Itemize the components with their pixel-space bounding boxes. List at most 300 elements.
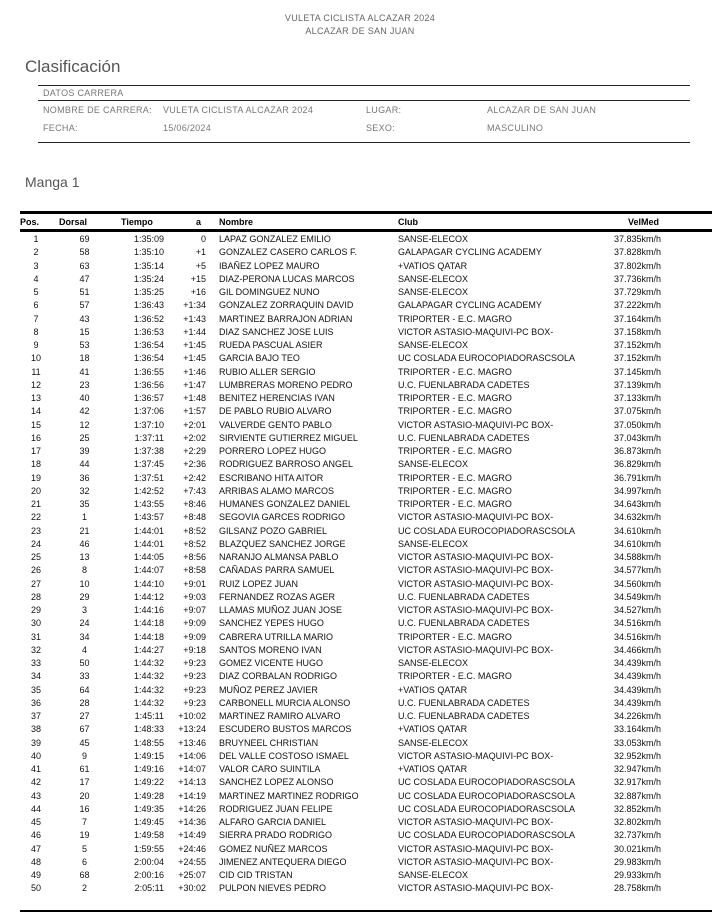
cell-dorsal: 15: [79, 326, 90, 337]
cell-velmed: 34.577km/h: [614, 565, 662, 576]
sexo-label: SEXO:: [366, 123, 396, 133]
cell-pos: 10: [30, 353, 41, 364]
sexo-value: MASCULINO: [487, 123, 544, 133]
cell-velmed: 37.164km/h: [614, 313, 662, 324]
cell-gap: +1: [195, 247, 206, 258]
cell-tiempo: 1:37:45: [133, 459, 164, 470]
table-row: [20, 790, 712, 803]
cell-tiempo: 2:00:04: [133, 856, 164, 867]
header-pos: Pos.: [20, 217, 40, 227]
cell-pos: 36: [30, 697, 41, 708]
fecha-value: 15/06/2024: [163, 123, 212, 133]
cell-tiempo: 1:37:06: [133, 406, 164, 417]
cell-pos: 1: [33, 234, 39, 244]
cell-tiempo: 2:05:11: [134, 883, 164, 894]
table-row: [20, 445, 712, 458]
cell-gap: +14:49: [178, 830, 206, 841]
cell-club: UC COSLADA EUROCOPIADORASCSOLA: [398, 525, 576, 536]
cell-velmed: 36.829km/h: [614, 459, 662, 470]
table-row: [20, 472, 712, 485]
cell-dorsal: 6: [81, 856, 87, 867]
cell-club: TRIPORTER - E.C. MAGRO: [398, 446, 512, 456]
cell-pos: 30: [30, 618, 41, 629]
table-row: [20, 485, 712, 498]
cell-velmed: 37.729km/h: [614, 287, 662, 297]
table-row: [20, 856, 712, 869]
cell-club: UC COSLADA EUROCOPIADORASCSOLA: [398, 803, 576, 814]
cell-tiempo: 1:44:16: [133, 605, 164, 615]
cell-tiempo: 1:44:01: [133, 525, 164, 536]
cell-pos: 9: [33, 340, 39, 350]
table-row: [20, 286, 712, 299]
cell-pos: 49: [30, 870, 41, 880]
cell-velmed: 34.466km/h: [614, 644, 662, 655]
cell-velmed: 28.758km/h: [614, 883, 662, 894]
cell-pos: 35: [30, 684, 41, 695]
cell-club: GALAPAGAR CYCLING ACADEMY: [398, 247, 542, 258]
cell-tiempo: 1:35:14: [133, 260, 164, 271]
cell-tiempo: 1:49:16: [133, 764, 164, 774]
section-title: Clasificación: [25, 57, 121, 76]
fecha-label: FECHA:: [43, 123, 78, 133]
cell-nombre: LUMBRERAS MORENO PEDRO: [219, 379, 353, 390]
cell-gap: +16: [190, 287, 206, 297]
cell-tiempo: 1:35:24: [133, 273, 164, 284]
cell-tiempo: 1:37:11: [134, 432, 164, 443]
cell-club: VICTOR ASTASIO-MAQUIVI-PC BOX-: [398, 605, 554, 615]
cell-nombre: MUÑOZ PEREZ JAVIER: [219, 684, 318, 695]
cell-velmed: 34.226km/h: [614, 711, 662, 721]
cell-pos: 20: [30, 485, 41, 496]
cell-gap: +2:02: [183, 432, 206, 443]
cell-club: +VATIOS QATAR: [398, 684, 468, 695]
cell-nombre: DIAZ SANCHEZ JOSE LUIS: [219, 326, 334, 337]
cell-nombre: RUIZ LOPEZ JUAN: [219, 578, 299, 589]
table-header-bar: [20, 229, 712, 232]
table-row: [20, 564, 712, 577]
cell-velmed: 37.152km/h: [614, 353, 662, 364]
cell-tiempo: 1:36:57: [133, 393, 164, 403]
table-row: [20, 869, 712, 882]
cell-pos: 15: [30, 419, 41, 430]
cell-nombre: CID CID TRISTAN: [219, 870, 293, 880]
cell-nombre: ESCUDERO BUSTOS MARCOS: [219, 724, 352, 735]
table-row: [20, 776, 712, 789]
cell-velmed: 29.983km/h: [614, 856, 662, 867]
cell-gap: +1:47: [183, 379, 206, 390]
cell-club: VICTOR ASTASIO-MAQUIVI-PC BOX-: [398, 856, 554, 867]
cell-gap: +1:44: [183, 326, 206, 337]
nombre-label: NOMBRE DE CARRERA:: [43, 105, 152, 115]
cell-velmed: 34.439km/h: [614, 671, 662, 682]
cell-pos: 32: [30, 644, 41, 655]
cell-nombre: RUBIO ALLER SERGIO: [219, 366, 316, 377]
cell-nombre: SIRVIENTE GUTIERREZ MIGUEL: [219, 432, 358, 443]
cell-nombre: BRUYNEEL CHRISTIAN: [219, 737, 319, 748]
cell-club: UC COSLADA EUROCOPIADORASCSOLA: [398, 777, 576, 788]
cell-pos: 40: [30, 750, 41, 761]
cell-gap: +14:13: [178, 777, 206, 788]
cell-nombre: ARRIBAS ALAMO MARCOS: [219, 485, 335, 496]
cell-gap: +9:09: [183, 618, 206, 629]
cell-pos: 29: [30, 605, 41, 615]
header-gap: a: [196, 217, 202, 227]
cell-gap: +24:46: [178, 843, 206, 854]
cell-pos: 24: [30, 538, 41, 549]
cell-pos: 33: [30, 658, 41, 668]
table-row: [20, 299, 712, 312]
cell-dorsal: 68: [79, 870, 90, 880]
cell-nombre: LAPAZ GONZALEZ EMILIO: [219, 234, 331, 244]
cell-gap: +13:24: [178, 724, 206, 735]
table-row: [20, 684, 712, 697]
report-title: VULETA CICLISTA ALCAZAR 2024: [284, 13, 436, 23]
cell-club: U.C. FUENLABRADA CADETES: [398, 711, 530, 721]
cell-nombre: JIMENEZ ANTEQUERA DIEGO: [219, 856, 347, 867]
cell-velmed: 37.043km/h: [614, 432, 662, 443]
cell-pos: 46: [30, 830, 41, 841]
cell-nombre: VALOR CARO SUINTILA: [219, 764, 321, 774]
cell-gap: +9:23: [183, 684, 206, 695]
table-header: [20, 216, 712, 229]
cell-tiempo: 1:44:01: [133, 538, 164, 549]
cell-pos: 42: [30, 777, 41, 788]
cell-pos: 8: [33, 326, 39, 337]
cell-nombre: GIL DOMINGUEZ NUNO: [219, 287, 320, 297]
cell-pos: 27: [30, 578, 41, 589]
cell-gap: +14:07: [178, 764, 206, 774]
table-row: [20, 273, 712, 286]
cell-nombre: PULPON NIEVES PEDRO: [219, 883, 327, 894]
cell-dorsal: 33: [79, 671, 90, 682]
table-row: [20, 339, 712, 352]
cell-club: U.C. FUENLABRADA CADETES: [398, 697, 530, 708]
cell-tiempo: 1:37:38: [133, 446, 164, 456]
cell-gap: +13:46: [178, 737, 206, 748]
cell-gap: +9:23: [183, 658, 206, 668]
cell-dorsal: 43: [79, 313, 90, 324]
cell-dorsal: 1: [81, 512, 87, 523]
cell-dorsal: 8: [81, 565, 87, 576]
cell-gap: +8:52: [183, 538, 206, 549]
cell-velmed: 32.737km/h: [614, 830, 662, 841]
cell-club: GALAPAGAR CYCLING ACADEMY: [398, 300, 542, 311]
cell-dorsal: 24: [79, 618, 90, 629]
cell-tiempo: 1:36:54: [133, 340, 164, 350]
table-row: [20, 816, 712, 829]
cell-gap: +1:34: [183, 300, 206, 311]
table-row: [20, 260, 712, 273]
cell-nombre: GOMEZ VICENTE HUGO: [219, 658, 324, 668]
cell-velmed: 32.852km/h: [614, 803, 662, 814]
cell-gap: +2:36: [183, 459, 206, 470]
header-club: Club: [398, 217, 418, 227]
cell-gap: +8:46: [183, 499, 206, 509]
table-row: [20, 644, 712, 657]
cell-club: U.C. FUENLABRADA CADETES: [398, 591, 530, 602]
cell-dorsal: 25: [79, 432, 90, 443]
cell-nombre: CARBONELL MURCIA ALONSO: [219, 697, 351, 708]
cell-club: SANSE-ELECOX: [398, 287, 469, 297]
cell-club: VICTOR ASTASIO-MAQUIVI-PC BOX-: [398, 644, 554, 655]
cell-tiempo: 1:37:10: [133, 419, 164, 430]
manga-title: Manga 1: [25, 174, 80, 190]
cell-dorsal: 69: [79, 234, 90, 244]
cell-pos: 50: [30, 883, 41, 894]
cell-dorsal: 50: [79, 658, 90, 668]
table-row: [20, 591, 712, 604]
cell-nombre: RUEDA PASCUAL ASIER: [219, 340, 323, 350]
cell-pos: 21: [30, 499, 41, 509]
table-row: [20, 604, 712, 617]
cell-velmed: 34.439km/h: [614, 684, 662, 695]
cell-nombre: CABRERA UTRILLA MARIO: [219, 631, 334, 642]
cell-nombre: SANCHEZ LOPEZ ALONSO: [219, 777, 334, 788]
cell-gap: 0: [200, 234, 206, 244]
cell-gap: +9:23: [183, 697, 206, 708]
cell-club: VICTOR ASTASIO-MAQUIVI-PC BOX-: [398, 552, 554, 562]
cell-club: TRIPORTER - E.C. MAGRO: [398, 499, 512, 509]
cell-velmed: 34.588km/h: [614, 552, 662, 562]
cell-pos: 18: [30, 459, 41, 470]
cell-gap: +30:02: [178, 883, 206, 894]
cell-dorsal: 29: [79, 591, 90, 602]
cell-velmed: 32.952km/h: [614, 750, 662, 761]
cell-tiempo: 1:36:53: [133, 326, 164, 337]
cell-nombre: GOMEZ NUÑEZ MARCOS: [219, 843, 328, 854]
cell-dorsal: 16: [79, 803, 90, 814]
table-row: [20, 538, 712, 551]
cell-dorsal: 57: [79, 300, 90, 311]
cell-tiempo: 1:44:27: [133, 644, 164, 655]
cell-pos: 2: [33, 247, 39, 258]
cell-nombre: IBAÑEZ LOPEZ MAURO: [219, 260, 320, 271]
cell-velmed: 29.933km/h: [614, 870, 662, 880]
cell-pos: 3: [33, 260, 39, 271]
lugar-value: ALCAZAR DE SAN JUAN: [487, 105, 597, 115]
cell-gap: +2:01: [183, 419, 206, 430]
cell-nombre: SANCHEZ YEPES HUGO: [219, 618, 324, 629]
cell-nombre: BLAZQUEZ SANCHEZ JORGE: [219, 538, 346, 549]
table-row: [20, 392, 712, 405]
cell-velmed: 37.139km/h: [614, 379, 662, 390]
cell-club: SANSE-ELECOX: [398, 737, 469, 748]
cell-dorsal: 5: [81, 843, 87, 854]
cell-pos: 25: [30, 552, 41, 562]
cell-pos: 41: [30, 764, 41, 774]
cell-club: U.C. FUENLABRADA CADETES: [398, 618, 530, 629]
cell-pos: 48: [30, 856, 41, 867]
cell-tiempo: 1:43:55: [133, 499, 164, 509]
cell-tiempo: 1:44:32: [133, 697, 164, 708]
datos-mid-rule: [38, 100, 690, 101]
cell-gap: +9:01: [183, 578, 206, 589]
cell-gap: +9:23: [183, 671, 206, 682]
cell-tiempo: 1:48:55: [133, 737, 164, 748]
cell-tiempo: 1:37:51: [133, 472, 164, 483]
cell-dorsal: 36: [79, 472, 90, 483]
cell-tiempo: 1:43:57: [133, 512, 164, 523]
cell-dorsal: 27: [79, 711, 90, 721]
cell-club: VICTOR ASTASIO-MAQUIVI-PC BOX-: [398, 419, 554, 430]
cell-tiempo: 1:35:10: [133, 247, 164, 258]
cell-velmed: 37.802km/h: [614, 260, 662, 271]
cell-dorsal: 4: [81, 644, 87, 655]
cell-dorsal: 32: [79, 485, 90, 496]
cell-gap: +14:19: [178, 790, 206, 801]
table-row: [20, 697, 712, 710]
cell-nombre: MARTINEZ MARTINEZ RODRIGO: [219, 790, 359, 801]
table-row: [20, 551, 712, 564]
cell-nombre: MARTINEZ RAMIRO ALVARO: [219, 711, 341, 721]
cell-club: TRIPORTER - E.C. MAGRO: [398, 485, 512, 496]
cell-pos: 34: [30, 671, 41, 682]
cell-pos: 13: [30, 393, 41, 403]
cell-pos: 38: [30, 724, 41, 735]
cell-tiempo: 2:00:16: [133, 870, 164, 880]
cell-gap: +1:43: [183, 313, 206, 324]
cell-gap: +9:07: [183, 605, 206, 615]
cell-tiempo: 1:49:15: [133, 750, 164, 761]
cell-velmed: 36.791km/h: [614, 472, 662, 483]
table-row: [20, 750, 712, 763]
cell-club: VICTOR ASTASIO-MAQUIVI-PC BOX-: [398, 565, 554, 576]
table-row: [20, 578, 712, 591]
table-row: [20, 458, 712, 471]
cell-pos: 7: [33, 313, 39, 324]
table-row: [20, 405, 712, 418]
cell-tiempo: 1:44:32: [133, 658, 164, 668]
cell-velmed: 37.736km/h: [614, 273, 662, 284]
cell-nombre: PORRERO LOPEZ HUGO: [219, 446, 327, 456]
table-row: [20, 366, 712, 379]
cell-gap: +10:02: [178, 711, 206, 721]
cell-velmed: 34.560km/h: [614, 578, 662, 589]
cell-nombre: MARTINEZ BARRAJON ADRIAN: [219, 313, 353, 324]
table-row: [20, 710, 712, 723]
cell-nombre: LLAMAS MUÑOZ JUAN JOSE: [219, 605, 343, 615]
table-row: [20, 723, 712, 736]
cell-dorsal: 10: [79, 578, 90, 589]
cell-gap: +5: [195, 260, 206, 271]
cell-gap: +1:57: [183, 406, 206, 417]
cell-club: VICTOR ASTASIO-MAQUIVI-PC BOX-: [398, 578, 554, 589]
cell-nombre: DIAZ CORBALAN RODRIGO: [219, 671, 338, 682]
cell-pos: 6: [33, 300, 39, 311]
cell-tiempo: 1:42:52: [133, 485, 164, 496]
cell-velmed: 32.887km/h: [614, 790, 662, 801]
cell-pos: 4: [33, 273, 39, 284]
cell-pos: 16: [30, 432, 41, 443]
cell-nombre: GONZALEZ ZORRAQUIN DAVID: [219, 300, 354, 311]
cell-club: SANSE-ELECOX: [398, 538, 469, 549]
cell-dorsal: 12: [79, 419, 90, 430]
cell-club: TRIPORTER - E.C. MAGRO: [398, 671, 512, 682]
cell-velmed: 32.947km/h: [614, 764, 662, 774]
table-row: [20, 631, 712, 644]
cell-tiempo: 1:44:10: [133, 578, 164, 589]
cell-dorsal: 67: [79, 724, 90, 735]
cell-tiempo: 1:36:55: [133, 366, 164, 377]
cell-velmed: 34.632km/h: [614, 512, 662, 523]
cell-tiempo: 1:36:43: [133, 300, 164, 311]
table-row: [20, 511, 712, 524]
cell-nombre: SANTOS MORENO IVAN: [219, 644, 322, 655]
cell-dorsal: 19: [79, 830, 90, 841]
cell-dorsal: 64: [79, 684, 90, 695]
header-tiempo: Tiempo: [121, 217, 153, 227]
cell-tiempo: 1:49:45: [133, 817, 164, 827]
cell-tiempo: 1:59:55: [133, 843, 164, 854]
cell-velmed: 37.828km/h: [614, 247, 662, 258]
cell-gap: +1:45: [183, 353, 206, 364]
table-row: [20, 657, 712, 670]
cell-gap: +1:45: [183, 340, 206, 350]
cell-nombre: VALVERDE GENTO PABLO: [219, 419, 332, 430]
cell-nombre: CAÑADAS PARRA SAMUEL: [219, 565, 335, 576]
cell-tiempo: 1:44:07: [133, 565, 164, 576]
cell-tiempo: 1:49:28: [133, 790, 164, 801]
cell-club: TRIPORTER - E.C. MAGRO: [398, 406, 512, 417]
cell-nombre: SEGOVIA GARCES RODRIGO: [219, 512, 346, 523]
cell-gap: +14:36: [178, 817, 206, 827]
cell-club: +VATIOS QATAR: [398, 260, 468, 271]
cell-dorsal: 17: [79, 777, 90, 788]
cell-dorsal: 2: [81, 883, 87, 894]
cell-nombre: GARCIA BAJO TEO: [219, 353, 300, 364]
cell-pos: 39: [30, 737, 41, 748]
cell-gap: +8:48: [183, 512, 206, 523]
cell-tiempo: 1:48:33: [133, 724, 164, 735]
cell-club: SANSE-ELECOX: [398, 340, 469, 350]
cell-gap: +8:56: [183, 552, 206, 562]
cell-tiempo: 1:44:18: [133, 618, 164, 629]
cell-club: UC COSLADA EUROCOPIADORASCSOLA: [398, 353, 576, 364]
cell-dorsal: 42: [79, 406, 90, 417]
cell-tiempo: 1:36:56: [133, 379, 164, 390]
cell-club: TRIPORTER - E.C. MAGRO: [398, 313, 512, 324]
cell-velmed: 34.516km/h: [614, 618, 662, 629]
cell-club: +VATIOS QATAR: [398, 724, 468, 735]
cell-gap: +2:29: [183, 446, 206, 456]
cell-velmed: 34.549km/h: [614, 591, 662, 602]
cell-tiempo: 1:36:54: [133, 353, 164, 364]
cell-tiempo: 1:49:22: [133, 777, 164, 788]
cell-club: VICTOR ASTASIO-MAQUIVI-PC BOX-: [398, 750, 554, 761]
cell-gap: +1:46: [183, 366, 206, 377]
cell-nombre: GILSANZ POZO GABRIEL: [219, 525, 328, 536]
cell-nombre: HUMANES GONZALEZ DANIEL: [219, 499, 351, 509]
cell-pos: 28: [30, 591, 41, 602]
cell-velmed: 37.158km/h: [614, 326, 662, 337]
cell-dorsal: 28: [79, 697, 90, 708]
cell-velmed: 37.152km/h: [614, 340, 662, 350]
cell-gap: +9:09: [183, 631, 206, 642]
cell-nombre: DE PABLO RUBIO ALVARO: [219, 406, 332, 417]
cell-nombre: SIERRA PRADO RODRIGO: [219, 830, 333, 841]
cell-gap: +15: [190, 273, 206, 284]
cell-pos: 22: [30, 512, 41, 523]
cell-dorsal: 51: [79, 287, 90, 297]
table-row: [20, 803, 712, 816]
cell-club: TRIPORTER - E.C. MAGRO: [398, 393, 512, 403]
cell-tiempo: 1:49:35: [133, 803, 164, 814]
cell-velmed: 37.133km/h: [614, 393, 662, 403]
cell-velmed: 30.021km/h: [614, 843, 662, 854]
cell-club: SANSE-ELECOX: [398, 658, 469, 668]
report-subtitle: ALCAZAR DE SAN JUAN: [305, 26, 415, 36]
cell-pos: 44: [30, 803, 41, 814]
